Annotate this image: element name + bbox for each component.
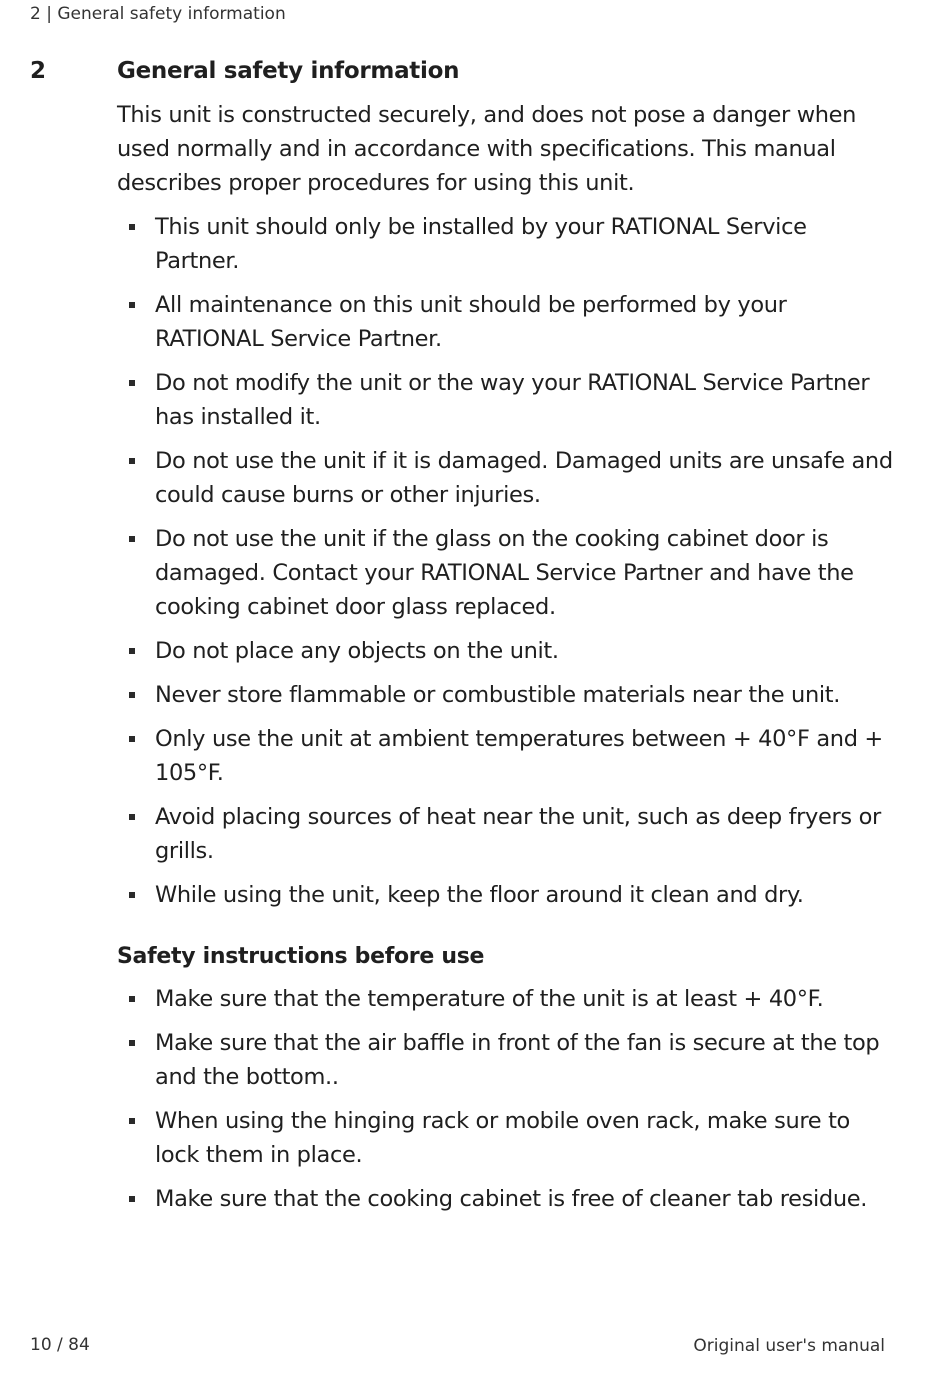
list-item [117, 982, 897, 1016]
list-item-text: Do not use the unit if it is damaged. Damaged units are unsafe and could cause burns or other injuries. [155, 448, 893, 508]
list-item-text: Never store flammable or combustible materials near the unit. [155, 682, 841, 708]
intro-paragraph: This unit is constructed securely, and does not pose a danger when used normally and in accordance with specifications. This manual describes proper procedures for using this unit. [117, 102, 857, 196]
list-item [117, 800, 897, 868]
list-item-text: Make sure that the cooking cabinet is free of cleaner tab residue. [155, 1186, 868, 1212]
bullet-icon [129, 1196, 135, 1202]
before-use-list [117, 982, 897, 1216]
list-item-text: Avoid placing sources of heat near the unit, such as deep fryers or grills. [155, 804, 881, 864]
bullet-icon [129, 458, 135, 464]
page-content [117, 56, 897, 1226]
list-item [117, 878, 897, 912]
bullet-icon [129, 736, 135, 742]
bullet-icon [129, 648, 135, 654]
bullet-icon [129, 996, 135, 1002]
bullet-icon [129, 1118, 135, 1124]
list-item [117, 1182, 897, 1216]
list-item [117, 210, 897, 278]
list-item [117, 288, 897, 356]
list-item [117, 678, 897, 712]
list-item-text: When using the hinging rack or mobile oven rack, make sure to lock them in place. [155, 1108, 850, 1168]
list-item-text: Do not use the unit if the glass on the cooking cabinet door is damaged. Contact your RATIONAL Service Partner and have the cooking cabinet door glass replaced. [155, 526, 854, 620]
list-item-text: Do not place any objects on the unit. [155, 638, 559, 664]
bullet-icon [129, 380, 135, 386]
list-item-text: Make sure that the air baffle in front of the fan is secure at the top and the bottom.. [155, 1030, 880, 1090]
page-number: 10 / 84 [30, 1335, 90, 1355]
list-item [117, 1026, 897, 1094]
list-item-text: This unit should only be installed by your RATIONAL Service Partner. [155, 214, 807, 274]
bullet-icon [129, 1040, 135, 1046]
list-item-text: All maintenance on this unit should be performed by your RATIONAL Service Partner. [155, 292, 787, 352]
bullet-icon [129, 692, 135, 698]
running-header: 2 | General safety information [30, 4, 286, 24]
bullet-icon [129, 814, 135, 820]
list-item [117, 522, 897, 624]
list-item-text: Make sure that the temperature of the unit is at least + 40°F. [155, 986, 824, 1012]
bullet-icon [129, 302, 135, 308]
list-item-text: Do not modify the unit or the way your RATIONAL Service Partner has installed it. [155, 370, 870, 430]
list-item-text: Only use the unit at ambient temperatures between + 40°F and + 105°F. [155, 726, 883, 786]
section-title: General safety information [117, 58, 460, 84]
section-number: 2 [30, 58, 47, 84]
list-item [117, 444, 897, 512]
list-item-text: While using the unit, keep the floor around it clean and dry. [155, 882, 804, 908]
list-item [117, 634, 897, 668]
bullet-icon [129, 224, 135, 230]
list-item [117, 1104, 897, 1172]
list-item [117, 722, 897, 790]
manual-title: Original user's manual [693, 1336, 885, 1356]
bullet-icon [129, 536, 135, 542]
general-safety-list [117, 210, 897, 912]
list-item [117, 366, 897, 434]
bullet-icon [129, 892, 135, 898]
before-use-heading: Safety instructions before use [117, 944, 485, 969]
